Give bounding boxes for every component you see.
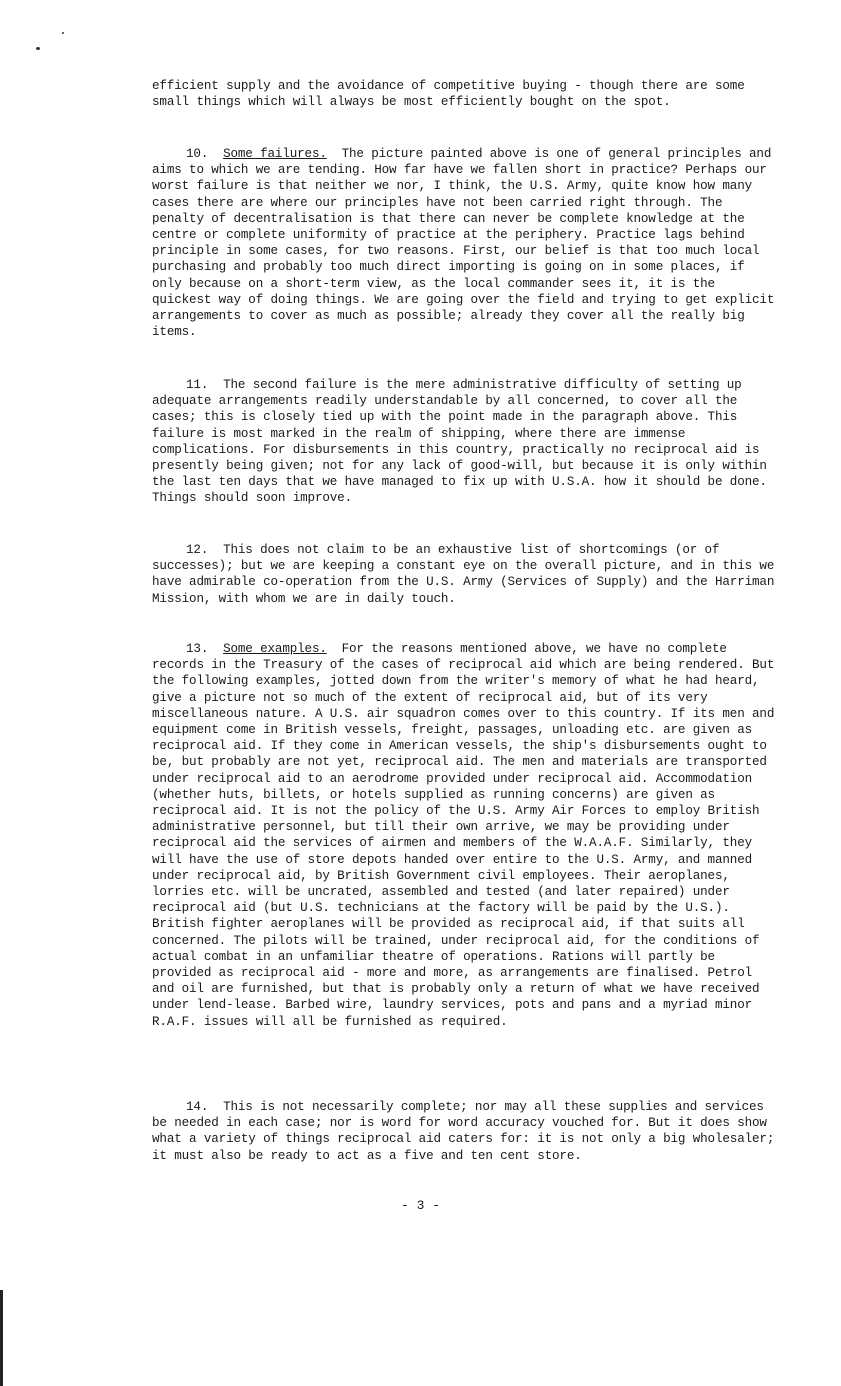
paragraph-number: 12. [186, 543, 209, 557]
scan-edge [0, 1290, 3, 1386]
page-number: - 3 - [400, 1198, 440, 1213]
paragraph-number: 14. [186, 1100, 209, 1114]
paragraph-number: 11. [186, 378, 209, 392]
paragraph-text: This does not claim to be an exhaustive list of shortcomings (or of successes); but we are keeping a constant eye on the overall picture, and in this we have admirable co-operation from the U.S. Army (Services of Supply) and the Harriman Mission, with whom we are in daily touch. [152, 543, 775, 606]
paragraph-14 [152, 1099, 777, 1164]
paragraph-12 [152, 542, 777, 607]
paragraph-text: The second failure is the mere administrative difficulty of setting up adequate arrangements readily understandable by all concerned, to cover all the cases; this is closely tied up with the point made in the paragraph above. This failure is most marked in the realm of shipping, where there are immense complications. For disbursements in this country, practically no reciprocal aid is presently being given; not for any lack of good-will, but because it is only within the last ten days that we have managed to fix up with U.S.A. how it should be done. Things should soon improve. [152, 378, 767, 506]
paragraph-10 [152, 146, 777, 340]
intro-text: efficient supply and the avoidance of competitive buying - though there are some small things which will always be most efficiently bought on the spot. [152, 79, 745, 110]
intro-paragraph [152, 78, 777, 110]
paragraph-11 [152, 377, 777, 507]
section-heading: Some failures. [223, 147, 327, 161]
paragraph-13 [152, 641, 777, 1030]
paragraph-text: The picture painted above is one of general principles and aims to which we are tending. How far have we fallen short in practice? Perhaps our worst failure is that neither we nor, I think, the U.S. Army, quite know how many cases there are where our principles have not been carried right through. The penalty of decentralisation is that there can never be complete knowledge at the centre or complete uniformity of practice at the periphery. Practice lags behind principle in some cases, for two reasons. First, our belief is that too much local purchasing and probably too much direct importing is going on in some places, if only because on a short-term view, as the local commander sees it, it is the quickest way of doing things. We are going over the field and trying to get explicit arrangements to cover as much as possible; already they cover all the really big items. [152, 147, 775, 340]
paragraph-text: For the reasons mentioned above, we have no complete records in the Treasury of the cases of reciprocal aid which are being rendered. But the following examples, jotted down from the writer's memory of what he had heard, give a picture not so much of the extent of reciprocal aid, but of its very miscellaneous nature. A U.S. air squadron comes over to this country. If its men and equipment come in British vessels, freight, passages, unloading etc. are given as reciprocal aid. If they come in American vessels, the ship's disbursements ought to be, but probably are not yet, reciprocal aid. The men and materials are transported under reciprocal aid to an aerodrome provided under reciprocal aid. Accommodation (whether huts, billets, or hotels supplied as running concerns) are given as reciprocal aid. It is not the policy of the U.S. Army Air Forces to employ British administrative personnel, but till their own arrive, we may be providing under reciprocal aid the services of airmen and members of the W.A.A.F. Similarly, they will have the use of store depots handed over entire to the U.S. Army, and manned under reciprocal aid, by British Government civil employees. Their aeroplanes, lorries etc. will be uncrated, assembled and tested (and later repaired) under reciprocal aid (but U.S. technicians at the factory will be paid by the U.S.). British fighter aeroplanes will be provided as reciprocal aid, if that suits all concerned. The pilots will be trained, under reciprocal aid, for the conditions of actual combat in an unfamiliar theatre of operations. Rations will partly be provided as reciprocal aid - more and more, as arrangements are finalised. Petrol and oil are furnished, but that is probably only a return of what we have received under lend-lease. Barbed wire, laundry services, pots and pans and a myriad minor R.A.F. issues will all be furnished as required. [152, 642, 775, 1029]
paragraph-text: This is not necessarily complete; nor may all these supplies and services be needed in each case; nor is word for word accuracy vouched for. But it does show what a variety of things reciprocal aid caters for: it is not only a big wholesaler; it must also be ready to act as a five and ten cent store. [152, 1100, 775, 1163]
section-heading: Some examples. [223, 642, 327, 656]
paragraph-number: 10. [186, 147, 209, 161]
scan-speck [62, 32, 64, 34]
scan-speck [36, 47, 40, 50]
paragraph-number: 13. [186, 642, 209, 656]
